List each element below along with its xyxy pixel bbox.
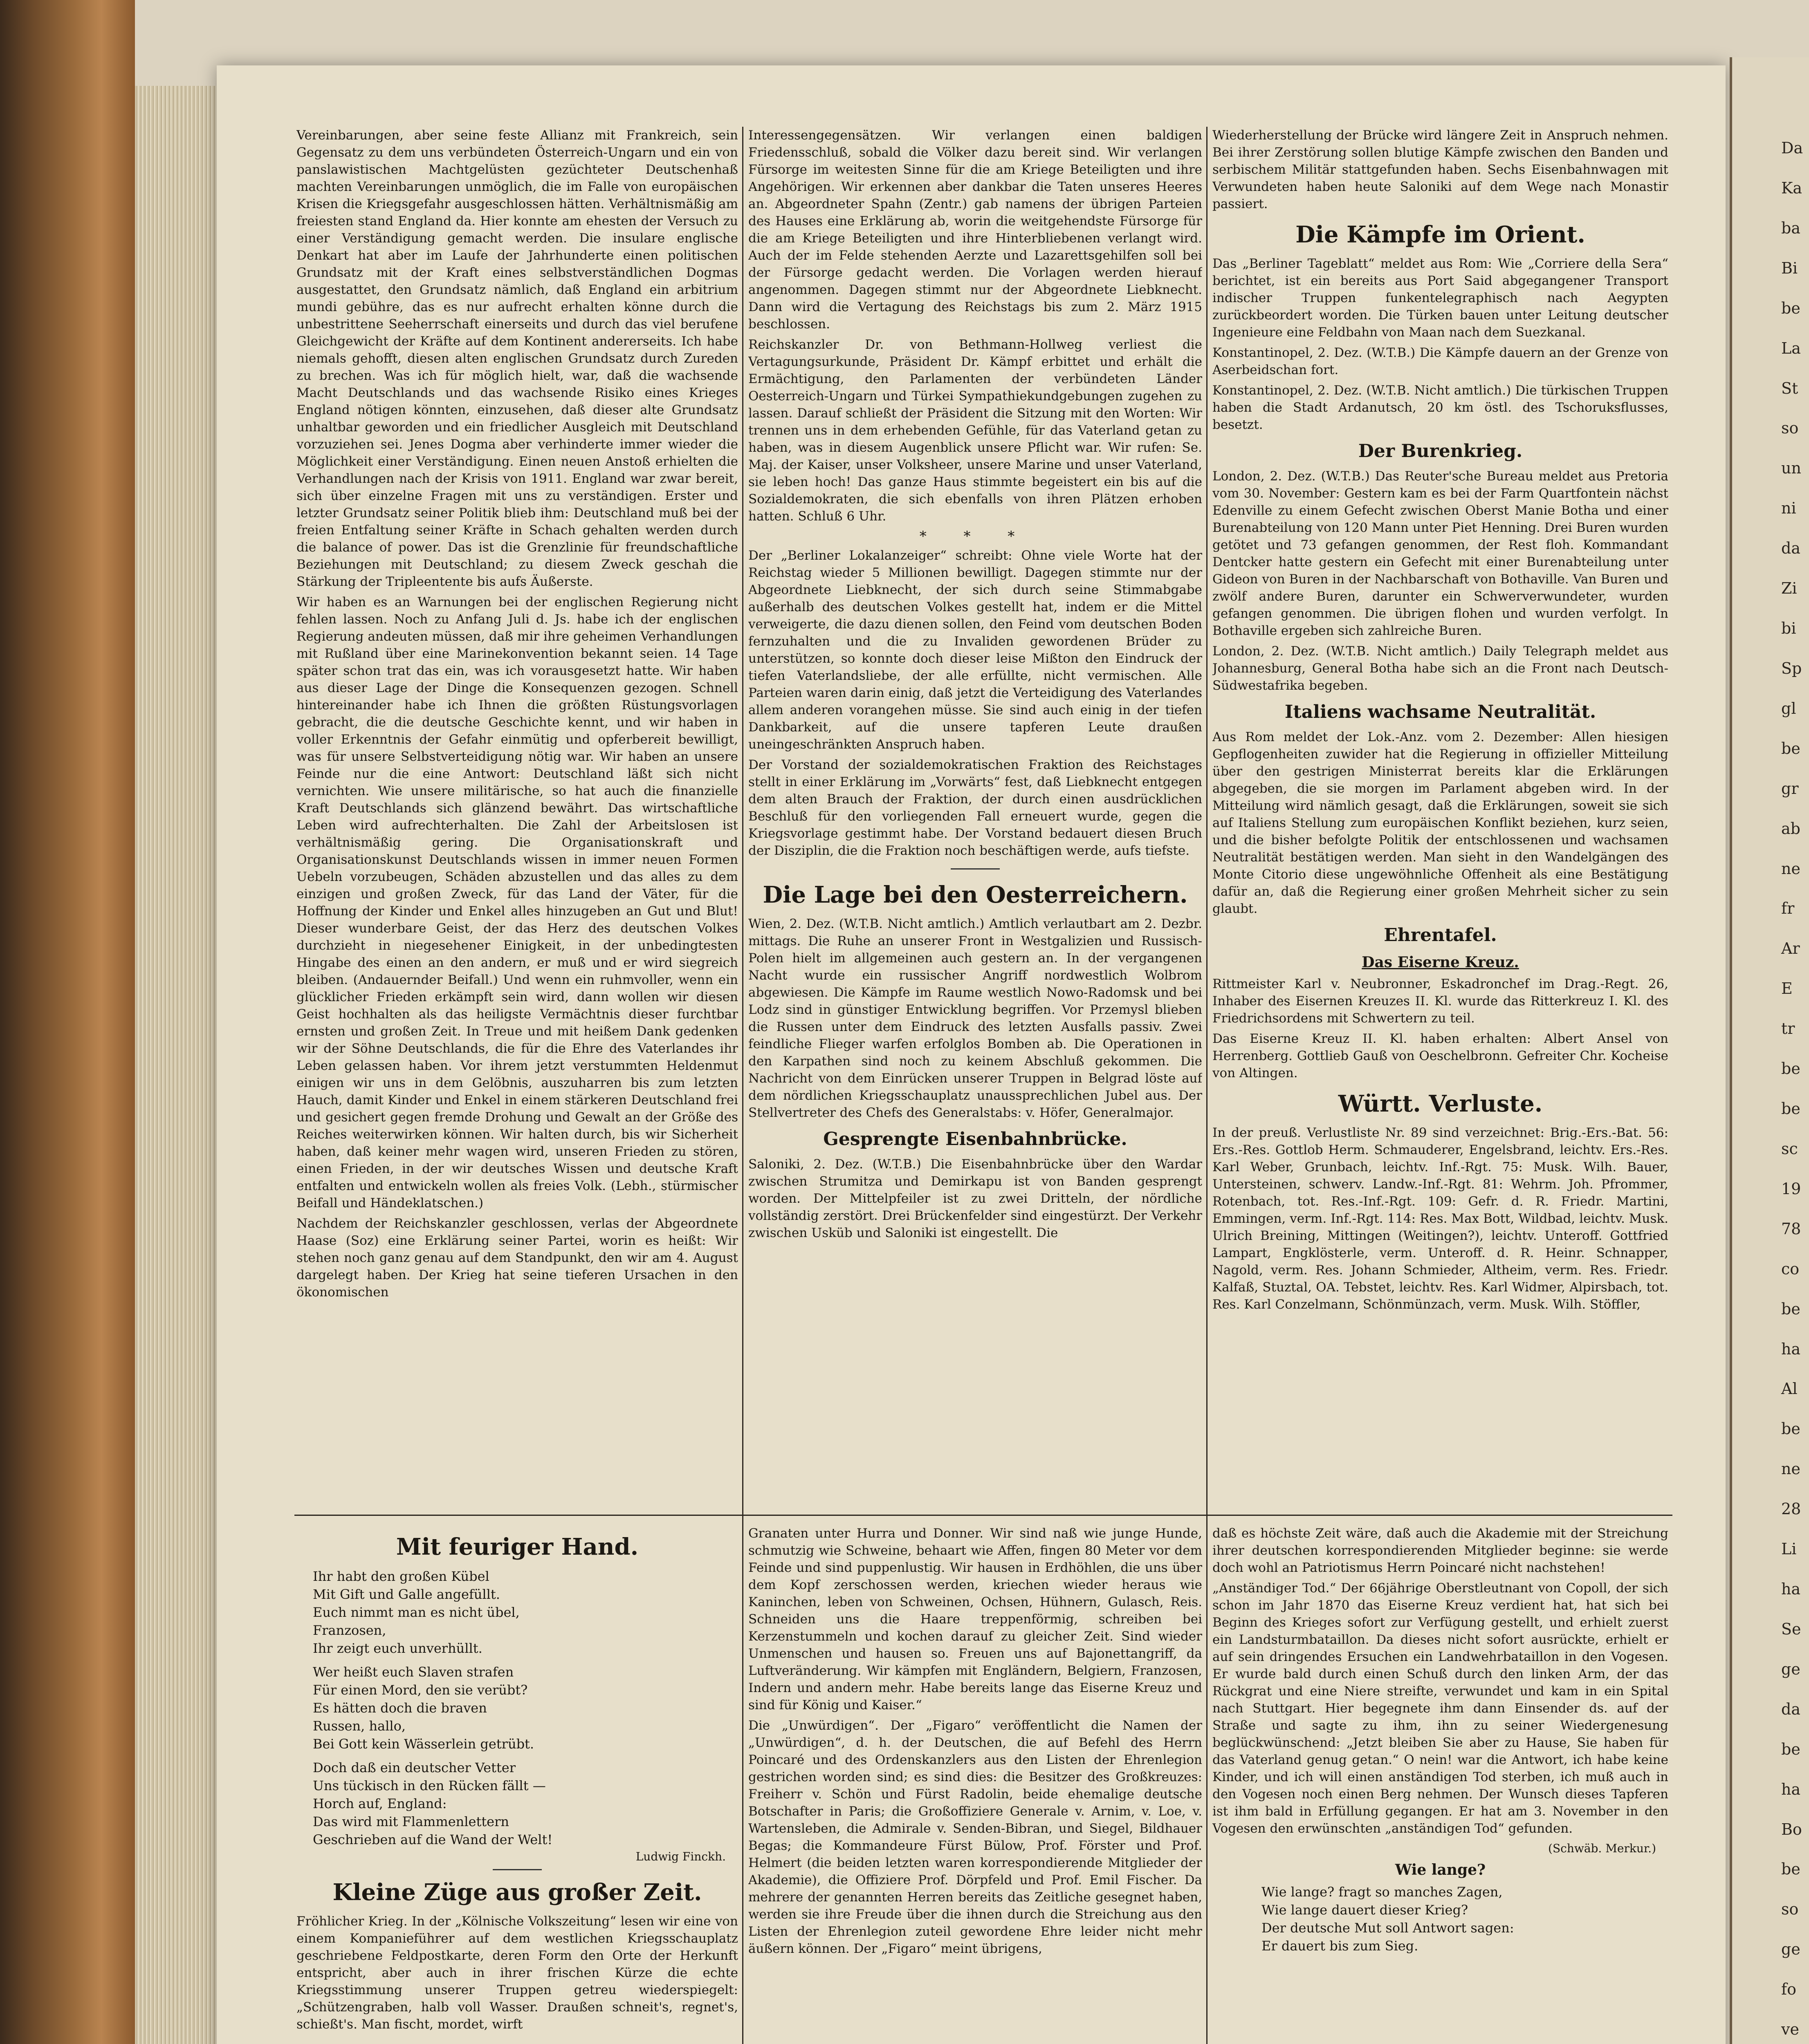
bottom2-paragraph: Granaten unter Hurra und Donner. Wir sind naß wie junge Hunde, schmutzig wie Schweine, behaart wie Affen, fingen 80 Meter vor dem Feinde und sind puppenlustig. Wir hausen in Erdhöhlen, die uns über dem Kopf zerschossen werden, kriechen wieder heraus wie Kaninchen, leben von Schweinen, Ochsen, Hühnern, Gulasch, Reis. Schneiden uns die Haare treppenförmig, schreiben bei Kerzenstummeln und kochen darauf zu gleicher Zeit. Sind wieder Unmenschen und hausen so. Freuen uns auf Bajonettangriff, da Luftveränderung. Wir kämpfen mit Engländern, Belgiern, Franzosen, Indern und andern mehr. Habe bereits lange das Eiserne Kreuz und sind für König und Kaiser.“	[748, 1526, 1202, 1712]
separator-stars: * * *	[919, 528, 1031, 545]
facing-page-fragment: ba	[1781, 219, 1800, 237]
column-2	[748, 127, 1202, 1574]
facing-page-fragment: ge	[1781, 1940, 1800, 1959]
facing-page-fragment: Ka	[1781, 179, 1802, 197]
headline-wie-lange: Wie lange?	[1395, 1861, 1486, 1878]
poem-line: Das wird mit Flammenlettern	[313, 1814, 509, 1829]
facing-page-fragment: so	[1781, 419, 1799, 437]
facing-page-fragment: Zi	[1781, 579, 1797, 598]
poem-line: Wie lange dauert dieser Krieg?	[1261, 1902, 1468, 1918]
facing-page-fragment: Da	[1781, 139, 1803, 157]
headline-zuege: Kleine Züge aus großer Zeit.	[332, 1879, 702, 1906]
bottom3-paragraph: „Anständiger Tod.“ Der 66jährige Oberstleutnant von Copoll, der sich schon im Jahr 1870 das Eiserne Kreuz verdient hat, hat sich bei Beginn des Krieges sofort zur Verfügung gestellt, und erhielt zuerst ein Landsturmbataillon. Da dieses nicht sofort ausrückte, erhielt er auf sein dringendes Ersuchen ein Landwehrbataillon in den Vogesen. Er wurde bald durch einen Schuß durch den linken Arm, der das Rückgrat und eine Niere streifte, verwundet und kam in ein Spital nach Stuttgart. Hier begegnete ihm dann Einsender ds. auf der Straße und sagte zu ihm, ihn zu seiner Wiedergenesung beglückwünschend: „Jetzt bleiben Sie aber zu Hause, Sie haben für das Vaterland genug getan.“ O nein! war die Antwort, ich habe keine Kinder, und ich will einen anständigen Tod sterben, ich muß auch in den Vogesen noch einen Berg nehmen. Der Wunsch dieses Tapferen ist ihm bald in Erfüllung gegangen. Er hat am 3. November in den Vogesen den erwünschten „anständigen Tod“ gefunden.	[1212, 1581, 1668, 1836]
poem-line: Der deutsche Mut soll Antwort sagen:	[1261, 1920, 1514, 1936]
facing-page-edge	[1730, 57, 1809, 2044]
facing-page-fragment: be	[1781, 1860, 1800, 1878]
facing-page-fragment: ha	[1781, 1580, 1801, 1598]
facing-page-fragment: co	[1781, 1260, 1800, 1278]
poem-line: Doch daß ein deutscher Vetter	[313, 1760, 516, 1775]
facing-page-fragment: ab	[1781, 819, 1800, 838]
column-divider	[1206, 127, 1207, 1574]
book-binding	[0, 0, 135, 2044]
headline-orient: Die Kämpfe im Orient.	[1295, 221, 1585, 248]
col1-paragraph: Wir haben es an Warnungen bei der englischen Regierung nicht fehlen lassen. Noch zu Anfang Juli d. Js. habe ich der englischen Regierung andeuten müssen, daß mir ihre geheimen Verhandlungen mit Rußland über eine Marinekonvention bekannt seien. 14 Tage später schon trat das ein, was ich vorausgesetzt hatte. Wir haben aus dieser Lage der Dinge die Konsequenzen gezogen. Schnell hintereinander habe ich Ihnen die größten Rüstungsvorlagen gebracht, die die deutsche Geschichte kennt, und wir haben in voller Erkenntnis der Gefahr einmütig und opferbereit bewilligt, was für unsere Selbstverteidigung nötig war. Wir haben an unsere Feinde nur die eine Antwort: Deutschland läßt sich nicht vernichten. Wie unsere militärische, so hat auch die finanzielle Kraft Deutschlands sich glänzend bewährt. Das wirtschaftliche Leben wird aufrechterhalten. Die Zahl der Arbeitslosen ist verhältnismäßig gering. Die Organisationskraft und Organisationskunst Deutschlands wissen in immer neuen Formen Uebeln vorzubeugen, Schäden abzustellen und das alles zu dem einzigen und großen Zweck, für das Land der Väter, für die Hoffnung der Kinder und Enkel alles hinzugeben an Gut und Blut! Dieser wunderbare Geist, der das Herz des deutschen Volkes durchzieht in niegesehener Einigkeit, in der unbedingtesten Hingabe des einen an den andern, er muß und er wird siegreich bleiben. (Andauernder Beifall.) Und wenn ein ruhmvoller, wenn ein glücklicher Frieden erkämpft sein wird, dann wollen wir diesen Geist hochhalten als das heiligste Vermächtnis dieser furchtbar ernsten und großen Zeit. In Treue und mit heißem Dank gedenken wir der Söhne Deutschlands, die für die Ehre des Vaterlandes ihr Leben gelassen haben. Vor ihrem jetzt verstummten Heldenmut einigen wir uns in dem Gelöbnis, auszuharren bis zum letzten Hauch, damit Kinder und Enkel in einem stärkeren Deutschland frei und gesichert gegen fremde Drohung und Gewalt an der Größe des Reiches weiterwirken können. Wir halten durch, bis wir Sicherheit haben, daß keiner mehr wagen wird, unseren Frieden zu stören, einen Frieden, in der wir deutsches Wissen und deutsche Kraft entfalten und entwickeln wollen als freies Volk. (Lebh., stürmischer Beifall und Händeklatschen.)	[296, 595, 738, 1210]
facing-page-fragment: bi	[1781, 619, 1796, 637]
facing-page-fragment: be	[1781, 299, 1800, 317]
col2-paragraph: Reichskanzler Dr. von Bethmann-Hollweg verliest die Vertagungsurkunde, Präsident Dr. Kämpf erbittet und erhält die Ermächtigung, den Parlamenten der verbündeten Länder Oesterreich-Ungarn und Türkei Sympathiekundgebungen zugehen zu lassen. Darauf schließt der Präsident die Sitzung mit den Worten: Wir trennen uns in dem erhebenden Gefühle, für das Vaterland getan zu haben, was in diesem Augenblick unsere Pflicht war. Wir rufen: Se. Maj. der Kaiser, unser Volksheer, unsere Marine und unser Vaterland, sie leben hoch! Das ganze Haus stimmte begeistert ein bis auf die Sozialdemokraten, die sich ebenfalls von ihren Plätzen erhoben hatten. Schluß 6 Uhr.	[748, 337, 1202, 524]
facing-page-fragment: be	[1781, 1100, 1800, 1118]
source-note: (Schwäb. Merkur.)	[1548, 1842, 1656, 1855]
bottom-column-2	[748, 1525, 1202, 2044]
poem-line: Ihr habt den großen Kübel	[313, 1569, 489, 1584]
poem-signature: Ludwig Finckh.	[635, 1850, 726, 1863]
bottom-column-3	[1212, 1525, 1668, 2044]
section-rule	[951, 868, 1000, 870]
bottom1-paragraph: Fröhlicher Krieg. In der „Kölnische Volkszeitung“ lesen wir eine von einem Kompanieführer auf dem westlichen Kriegsschauplatz geschriebene Feldpostkarte, deren Form den Orte der Herkunft entspricht, aber auch in ihrer frischen Kürze die echte Kriegsstimmung unserer Truppen getreu wiederspiegelt: „Schützengraben, halb voll Wasser. Draußen schneit's, regnet's, schießt's. Man fischt, mordet, wirft	[296, 1914, 738, 2032]
facing-page-fragment: ni	[1781, 499, 1796, 518]
poem-line: Wer heißt euch Slaven strafen	[313, 1664, 514, 1680]
facing-page-fragment: St	[1781, 379, 1798, 397]
facing-page-fragment: da	[1781, 539, 1800, 558]
facing-page-fragment: ve	[1781, 2020, 1799, 2039]
col2-paragraph: Interessengegensätzen. Wir verlangen einen baldigen Friedensschluß, sobald die Völker dazu bereit sind. Wir verlangen Fürsorge im weitesten Sinne für die am Kriege Beteiligten und ihre Angehörigen. Wir erkennen aber dankbar die Taten unseres Heeres an. Abgeordneter Spahn (Zentr.) gab namens der übrigen Parteien des Hauses eine Erklärung ab, worin die weitgehendste Fürsorge für die am Kriege Beteiligten und ihre Hinterbliebenen verlangt wird. Auch der im Felde stehenden Aerzte und Lazarettsgehilfen soll bei der Fürsorge gedacht werden. Die Vorlagen werden hierauf angenommen. Dagegen stimmt nur der Abgeordnete Liebknecht. Dann wird die Vertagung des Reichstags bis zum 2. März 1915 beschlossen.	[748, 128, 1202, 332]
facing-page-fragment: fo	[1781, 1980, 1796, 1999]
col3-paragraph: Das Eiserne Kreuz II. Kl. haben erhalten: Albert Ansel von Herrenberg. Gottlieb Gauß von Oeschelbronn. Gefreiter Chr. Kocheise von Altingen.	[1212, 1031, 1668, 1080]
headline-lage: Die Lage bei den Oesterreichern.	[763, 881, 1188, 908]
poem-gap	[313, 1657, 738, 1663]
col2-paragraph: Saloniki, 2. Dez. (W.T.B.) Die Eisenbahnbrücke über den Wardar zwischen Strumitza und Demirkapu ist von Banden gesprengt worden. Der Mittelpfeiler ist zu zwei Dritteln, der nördliche vollständig zerstört. Drei Brückenfelder sind eingestürzt. Der Verkehr zwischen Usküb und Saloniki ist eingestellt. Die	[748, 1157, 1202, 1240]
poem-gap	[313, 1753, 738, 1759]
column-divider	[742, 127, 743, 1574]
horizontal-divider	[294, 1515, 1672, 1516]
poem-line: Euch nimmt man es nicht übel,	[313, 1605, 520, 1620]
facing-page-fragment: Bo	[1781, 1820, 1802, 1838]
facing-page-fragment: ge	[1781, 1660, 1800, 1678]
facing-page-fragment: ne	[1781, 859, 1800, 878]
poem-line: Es hätten doch die braven	[313, 1700, 487, 1716]
column-3	[1212, 127, 1668, 1574]
facing-page-fragment: fr	[1781, 899, 1795, 918]
poem-line: Russen, hallo,	[313, 1718, 406, 1734]
column-divider	[742, 1515, 743, 2044]
poem-line: Mit Gift und Galle angefüllt.	[313, 1587, 500, 1602]
col3-paragraph: London, 2. Dez. (W.T.B.) Das Reuter'sche Bureau meldet aus Pretoria vom 30. November: Gestern kam es bei der Farm Quartfontein nächst Edenville zu einem Gefecht zwischen Oberst Manie Botha und einer Burenabteilung von 120 Mann unter Piet Henning. Drei Buren wurden getötet und 73 gefangen genommen, der Rest floh. Kommandant Dentcker hatte gestern ein Gefecht mit einer Burenabteilung unter Gideon von Buren in der Nachbarschaft von Bothaville. Van Buren und zwölf andere Buren, darunter ein Schwerverwundeter, wurden gefangen genommen. Die übrigen flohen und wurden verfolgt. In Bothaville ergeben sich zahlreiche Buren.	[1212, 469, 1668, 638]
newspaper-page	[217, 65, 1726, 2044]
headline-ehrentafel: Ehrentafel.	[1384, 925, 1497, 946]
headline-italien: Italiens wachsame Neutralität.	[1284, 702, 1596, 722]
headline-buren: Der Burenkrieg.	[1358, 441, 1523, 462]
col3-paragraph: Konstantinopel, 2. Dez. (W.T.B.) Die Kämpfe dauern an der Grenze von Aserbeidschan fort.	[1212, 345, 1668, 377]
col2-paragraph: Wien, 2. Dez. (W.T.B. Nicht amtlich.) Amtlich verlautbart am 2. Dezbr. mittags. Die Ruhe an unserer Front in Westgalizien und Russisch-Polen hielt im allgemeinen auch gestern an. In der vergangenen Nacht wurde ein russischer Angriff nordwestlich Wolbrom abgewiesen. Die Kämpfe im Raume westlich Nowo-Radomsk und bei Lodz sind in günstiger Entwicklung begriffen. Vor Przemysl blieben die Russen unter dem Eindruck des letzten Ausfalls passiv. Zwei feindliche Flieger warfen erfolglos Bomben ab. Die Operationen in den Karpathen sind noch zu keinem Abschluß gekommen. Die Nachricht von dem Einrücken unserer Truppen in Belgrad löste auf dem nördlichen Kriegsschauplatz unaussprechlichen Jubel aus. Der Stellvertreter des Chefs des Generalstabs: v. Höfer, Generalmajor.	[748, 917, 1202, 1120]
headline-verluste: Württ. Verluste.	[1338, 1090, 1543, 1117]
facing-page-fragment: ha	[1781, 1340, 1801, 1358]
facing-page-fragment: tr	[1781, 1020, 1795, 1038]
poem-line: Bei Gott kein Wässerlein getrübt.	[313, 1736, 534, 1752]
col3-paragraph: In der preuß. Verlustliste Nr. 89 sind verzeichnet: Brig.-Ers.-Bat. 56: Ers.-Res. Gottlob Herm. Schmauderer, Engelsbrand, leichtv. Ers.-Res. Karl Weber, Grunbach, leichtv. Inf.-Rgt. 75: Musk. Wilh. Bauer, Untersteinen, schwerv. Landw.-Inf.-Rgt. 81: Wehrm. Joh. Pfrommer, Rotenbach, tot. Res.-Inf.-Rgt. 109: Gefr. d. R. Friedr. Martini, Emmingen, verm. Inf.-Rgt. 114: Res. Max Bott, Wildbad, leichtv. Musk. Ulrich Breining, Mittingen (Weitingen?), leichtv. Unteroff. Gottfried Lampart, Engklösterle, verm. Unteroff. d. R. Heinr. Schnapper, Nagold, verm. Res. Johann Schmieder, Altheim, verm. Res. Friedr. Kalfaß, Stuztal, OA. Tebstet, leichtv. Res. Karl Widmer, Alpirsbach, tot. Res. Karl Conzelmann, Schönmünzach, verm. Musk. Wilh. Stöffler,	[1212, 1125, 1668, 1312]
facing-page-fragment: be	[1781, 1060, 1800, 1078]
poem-line: Horch auf, England:	[313, 1796, 447, 1811]
facing-page-fragment: E	[1781, 979, 1793, 998]
col3-paragraph: Aus Rom meldet der Lok.-Anz. vom 2. Dezember: Allen hiesigen Gepflogenheiten zuwider hat die Regierung in offizieller Mitteilung über den gestrigen Ministerrat bereits klar die Erklärungen abgegeben, die sie morgen im Parlament abgeben wird. In der Mitteilung wird nämlich gesagt, daß die Erklärungen, soweit sie sich auf Italiens Stellung zum europäischen Konflikt beziehen, kurz seien, und die bisher befolgte Politik der entschlossenen und wachsamen Neutralität bestätigen werden. Man sieht in den Wandelgängen des Monte Citorio diese ungewöhnliche Offenheit als eine Bestätigung dafür an, daß die Regierung einer großen Mehrheit sicher zu sein glaubt.	[1212, 730, 1668, 916]
col3-paragraph: Das „Berliner Tageblatt“ meldet aus Rom: Wie „Corriere della Sera“ berichtet, ist ein bereits aus Port Said abgegangener Transport indischer Truppen funkentelegraphisch nach Aegypten zurückbeordert worden. Die Türken bauen unter Leitung deutscher Ingenieure eine Feldbahn von Maan nach dem Suezkanal.	[1212, 256, 1668, 340]
col2-paragraph: Der Vorstand der sozialdemokratischen Fraktion des Reichstages stellt in einer Erklärung im „Vorwärts“ fest, daß Liebknecht entgegen dem alten Brauch der Fraktion, der durch einen ausdrücklichen Beschluß für den vorliegenden Fall erneuert wurde, gegen die Kriegsvorlage gestimmt habe. Der Vorstand bedauert diesen Bruch der Disziplin, die die Fraktion noch beschäftigen werde, aufs tiefste.	[748, 758, 1202, 858]
facing-page-fragment: be	[1781, 1740, 1800, 1758]
facing-page-fragment: ne	[1781, 1460, 1800, 1478]
facing-page-fragment: 78	[1781, 1219, 1801, 1238]
column-divider	[1206, 1515, 1207, 2044]
col3-paragraph: Konstantinopel, 2. Dez. (W.T.B. Nicht amtlich.) Die türkischen Truppen haben die Stadt Ardanutsch, 20 km östl. des Tschoruksflusses, besetzt.	[1212, 383, 1668, 432]
facing-page-fragment: gl	[1781, 699, 1796, 717]
bottom3-paragraph: daß es höchste Zeit wäre, daß auch die Akademie mit der Streichung ihrer deutschen korrespondierenden Mitglieder beginne: sie werde doch wohl an Patriotismus Herrn Poincaré nicht nachstehen!	[1212, 1526, 1668, 1575]
bottom-column-1	[296, 1525, 738, 2044]
poem-line: Ihr zeigt euch unverhüllt.	[313, 1641, 483, 1656]
facing-page-fragment: be	[1781, 1420, 1800, 1438]
facing-page-fragment: be	[1781, 1300, 1800, 1318]
facing-page-fragment: sc	[1781, 1139, 1798, 1158]
col1-paragraph: Nachdem der Reichskanzler geschlossen, verlas der Abgeordnete Haase (Soz) eine Erklärung seiner Partei, worin es heißt: Wir stehen noch ganz genau auf dem Standpunkt, den wir am 4. August dargelegt haben. Der Krieg hat seine tieferen Ursachen in den ökonomischen	[296, 1216, 738, 1300]
poem-line: Für einen Mord, den sie verübt?	[313, 1682, 528, 1698]
facing-page-fragment: Al	[1781, 1380, 1798, 1398]
section-rule	[493, 1869, 542, 1870]
facing-page-fragment: Li	[1781, 1540, 1797, 1558]
col3-paragraph: London, 2. Dez. (W.T.B. Nicht amtlich.) Daily Telegraph meldet aus Johannesburg, General Botha habe sich an die Front nach Deutsch-Südwestafrika begeben.	[1212, 644, 1668, 693]
facing-page-fragment: 19	[1781, 1179, 1801, 1198]
facing-page-fragment: 28	[1781, 1500, 1801, 1518]
facing-page-fragment: gr	[1781, 779, 1799, 798]
facing-page-fragment: Ar	[1781, 939, 1800, 958]
facing-page-fragment: un	[1781, 459, 1801, 477]
facing-page-fragment: ha	[1781, 1780, 1801, 1798]
poem-line: Geschrieben auf die Wand der Welt!	[313, 1832, 553, 1847]
headline-hand: Mit feuriger Hand.	[396, 1533, 639, 1560]
headline-bruecke: Gesprengte Eisenbahnbrücke.	[823, 1129, 1127, 1150]
page-edges	[135, 86, 217, 2044]
facing-page-fragment: so	[1781, 1900, 1799, 1918]
facing-page-fragment: Sp	[1781, 659, 1802, 677]
facing-page-fragment: Se	[1781, 1620, 1801, 1638]
headline-kreuz: Das Eiserne Kreuz.	[1362, 954, 1519, 971]
facing-page-fragment: La	[1781, 339, 1801, 357]
column-1	[296, 127, 738, 1541]
facing-page-fragment: be	[1781, 739, 1800, 758]
poem-line: Wie lange? fragt so manches Zagen,	[1261, 1884, 1503, 1900]
col3-paragraph: Rittmeister Karl v. Neubronner, Eskadronchef im Drag.-Regt. 26, Inhaber des Eisernen Kreuzes II. Kl. wurde das Ritterkreuz I. Kl. des Friedrichsordens mit Schwertern zu teil.	[1212, 977, 1668, 1026]
facing-page-fragment: Bi	[1781, 259, 1798, 277]
poem-line: Er dauert bis zum Sieg.	[1261, 1938, 1418, 1954]
facing-page-fragment: da	[1781, 1700, 1800, 1718]
bottom2-paragraph: Die „Unwürdigen“. Der „Figaro“ veröffentlicht die Namen der „Unwürdigen“, d. h. der Deutschen, die auf Befehl des Herrn Poincaré und des Ordenskanzlers aus den Listen der Ehrenlegion gestrichen worden sind; es sind dies: die Besitzer des Großkreuzes: Freiherr v. Schön und Fürst Radolin, beide ehemalige deutsche Botschafter in Paris; die Großoffiziere Generale v. Arnim, v. Loe, v. Wartensleben, die Admirale v. Senden-Bibran, und Siegel, Bildhauer Begas; die Kommandeure Fürst Bülow, Prof. Förster und Prof. Helmert (die beiden letzten waren korrespondierende Mitglieder der Akademie), die Offiziere Prof. Dörpfeld und Prof. Emil Fischer. Da mehrere der genannten Herren bereits das Zeitliche gesegnet haben, werden sie ihre Freude über die ihnen durch die Streichung aus den Listen der Ehrenlegion zuteil gewordene Ehre leider nicht mehr äußern können. Der „Figaro“ meint übrigens,	[748, 1718, 1202, 1956]
col1-paragraph: Vereinbarungen, aber seine feste Allianz mit Frankreich, sein Gegensatz zu dem uns verbündeten Österreich-Ungarn und ein von panslawistischen Machtgelüsten gezüchteter Deutschenhaß machten Vereinbarungen unmöglich, die im Falle von europäischen Krisen die Kriegsgefahr ausgeschlossen hätten. Verhältnismäßig am freiesten stand England da. Hier konnte am ehesten der Versuch zu einer Verständigung gemacht werden. Die insulare englische Denkart hat aber im Laufe der Jahrhunderte einen politischen Grundsatz mit der Kraft eines selbstverständlichen Dogmas ausgestattet, den Grundsatz nämlich, daß England ein arbitrium mundi gebühre, das es nur aufrecht erhalten könne durch die unbestrittene Seeherrschaft einerseits und durch das viel berufene Gleichgewicht der Kräfte auf dem Kontinent andererseits. Ich habe niemals gehofft, diesen alten englischen Grundsatz durch Zureden zu brechen. Was ich für möglich hielt, war, daß die wachsende Macht Deutschlands und das wachsende Risiko eines Krieges England nötigen könnten, einzusehen, daß dieser alte Grundsatz unhaltbar geworden und ein friedlicher Ausgleich mit Deutschland vorzuziehen sei. Jenes Dogma aber verhinderte immer wieder die Möglichkeit einer Verständigung. Einen neuen Anstoß erhielten die Verhandlungen nach der Krisis von 1911. England war zwar bereit, sich über einzelne Fragen mit uns zu verständigen. Erster und letzter Grundsatz seiner Politik blieb ihm: Deutschland muß bei der freien Entfaltung seiner Kräfte in Schach gehalten werden durch die balance of power. Das ist die Grenzlinie für freundschaftliche Beziehungen mit Deutschland; zu diesem Zweck geschah die Stärkung der Tripleentente bis aufs Äußerste.	[296, 128, 738, 589]
col3-paragraph: Wiederherstellung der Brücke wird längere Zeit in Anspruch nehmen. Bei ihrer Zerstörung sollen blutige Kämpfe zwischen den Banden und serbischem Militär stattgefunden haben. Sechs Eisenbahnwagen mit Verwundeten haben heute Saloniki auf dem Wege nach Monastir passiert.	[1212, 128, 1668, 211]
poem-line: Franzosen,	[313, 1623, 386, 1638]
col2-paragraph: Der „Berliner Lokalanzeiger“ schreibt: Ohne viele Worte hat der Reichstag wieder 5 Millionen bewilligt. Dagegen stimmte nur der Abgeordnete Liebknecht, der sich durch seine Stimmabgabe außerhalb des deutschen Volkes gestellt hat, indem er die Mittel verweigerte, die dazu dienen sollen, den Feind vom deutschen Boden fernzuhalten und die zu Invaliden gewordenen Brüder zu unterstützen, so konnte doch dieser leise Mißton den Eindruck der tiefen Vaterlandsliebe, der alle erfüllte, nicht vermischen. Alle Parteien waren darin einig, daß jetzt die Verteidigung des Vaterlandes allem anderen vorangehen müsse. Sie sind auch einig in der tiefen Dankbarkeit, auf die unsere tapferen Leute draußen uneingeschränkten Anspruch haben.	[748, 548, 1202, 752]
poem-line: Uns tückisch in den Rücken fällt —	[313, 1778, 546, 1793]
